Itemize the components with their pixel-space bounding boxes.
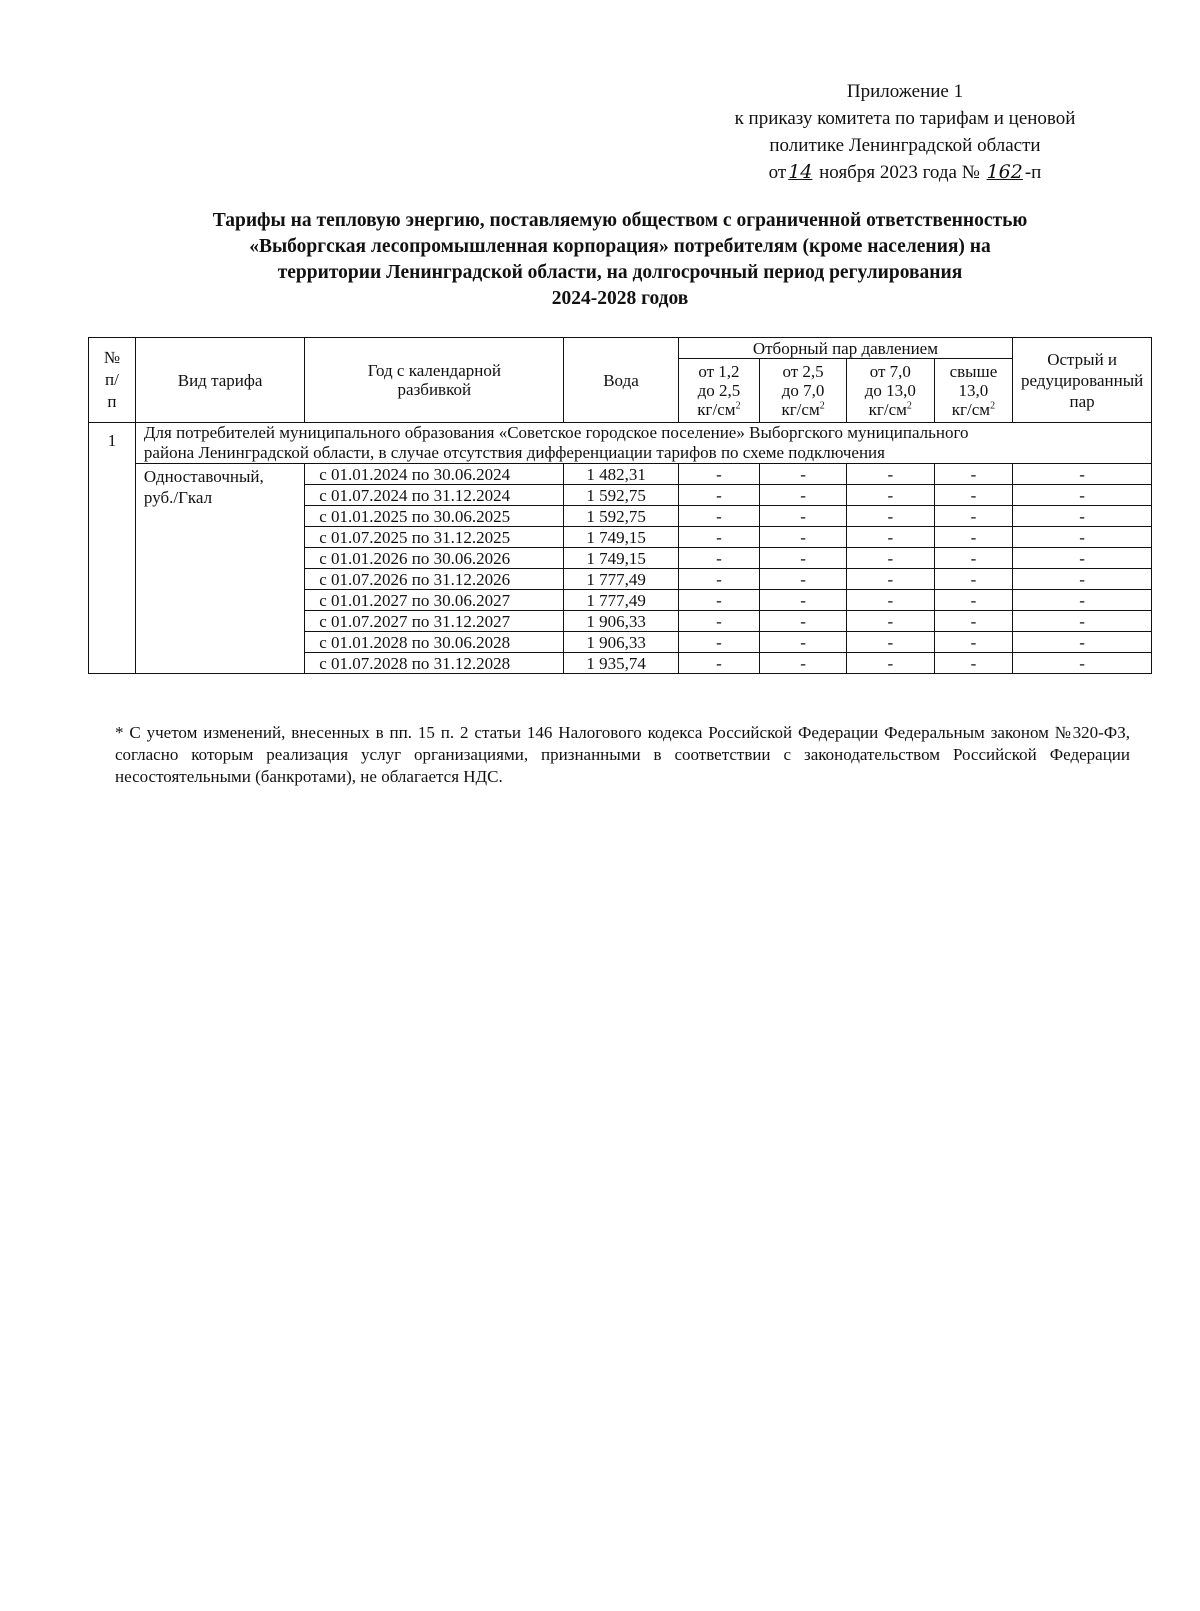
steam-2-value: - [760, 464, 847, 485]
sharp-steam-value: - [1013, 485, 1152, 506]
steam-col-2-line-1: от 2,5 [782, 362, 824, 381]
steam-1-value: - [678, 527, 760, 548]
header-steam-col-2 [760, 359, 847, 423]
steam-4-value: - [934, 653, 1013, 674]
period-cell: с 01.01.2026 по 30.06.2026 [305, 548, 564, 569]
header-steam-col-1 [678, 359, 760, 423]
steam-3-value: - [846, 506, 934, 527]
period-cell: с 01.01.2024 по 30.06.2024 [305, 464, 564, 485]
table-row [89, 464, 1152, 485]
steam-2-value: - [760, 569, 847, 590]
steam-4-value: - [934, 485, 1013, 506]
water-value: 1 906,33 [564, 632, 678, 653]
steam-4-value: - [934, 632, 1013, 653]
header-num-line-3: п [107, 392, 117, 411]
sharp-steam-value: - [1013, 653, 1152, 674]
steam-1-value: - [678, 590, 760, 611]
steam-4-value: - [934, 590, 1013, 611]
steam-2-value: - [760, 590, 847, 611]
sharp-steam-value: - [1013, 632, 1152, 653]
footnote: * С учетом изменений, внесенных в пп. 15 п. 2 статьи 146 Налогового кодекса Российской Федерации Федеральным законом №320-ФЗ, согласно которым реализация услуг организациями, признанными в соответствии с законодательством Российской Федерации несостоятельными (банкротами), не облагается НДС. [115, 723, 1130, 786]
steam-3-value: - [846, 611, 934, 632]
appendix-order-line: к приказу комитета по тарифам и ценовой [734, 108, 1076, 129]
date-middle: ноября 2023 года № [819, 162, 980, 183]
header-num [89, 338, 136, 423]
period-cell: с 01.07.2026 по 31.12.2026 [305, 569, 564, 590]
steam-4-value: - [934, 548, 1013, 569]
sharp-steam-value: - [1013, 590, 1152, 611]
appendix-date-line [680, 159, 1130, 186]
steam-4-value: - [934, 527, 1013, 548]
steam-3-value: - [846, 653, 934, 674]
sharp-steam-value: - [1013, 569, 1152, 590]
water-value: 1 777,49 [564, 590, 678, 611]
steam-col-4-unit-text: кг/см [951, 400, 991, 419]
header-steam-group: Отборный пар давлением [678, 338, 1013, 359]
steam-1-value: - [678, 569, 760, 590]
steam-col-2-unit-exp: 2 [819, 400, 825, 412]
period-cell: с 01.01.2027 по 30.06.2027 [305, 590, 564, 611]
steam-col-1-line-1: от 1,2 [698, 362, 740, 381]
water-value: 1 482,31 [564, 464, 678, 485]
title-line-4: 2024-2028 годов [551, 288, 689, 309]
steam-col-1-line-2: до 2,5 [697, 381, 741, 400]
header-num-line-1: № [103, 348, 121, 367]
period-cell: с 01.07.2028 по 31.12.2028 [305, 653, 564, 674]
sharp-steam-value: - [1013, 527, 1152, 548]
steam-col-3-line-1: от 7,0 [869, 362, 911, 381]
consumer-line-1: Для потребителей муниципального образования «Советское городское поселение» Выборгского муниципального [143, 423, 969, 442]
sharp-steam-value: - [1013, 611, 1152, 632]
tariff-kind-line-2: руб./Гкал [143, 488, 213, 507]
steam-1-value: - [678, 548, 760, 569]
period-cell: с 01.01.2025 по 30.06.2025 [305, 506, 564, 527]
header-row-1 [89, 338, 1152, 359]
sharp-steam-value: - [1013, 548, 1152, 569]
steam-col-3-unit-text: кг/см [868, 400, 907, 419]
date-prefix: от [768, 162, 787, 183]
steam-3-value: - [846, 632, 934, 653]
water-value: 1 906,33 [564, 611, 678, 632]
steam-1-value: - [678, 485, 760, 506]
appendix-title: Приложение 1 [846, 81, 964, 102]
steam-3-value: - [846, 464, 934, 485]
steam-col-2-unit-text: кг/см [781, 400, 820, 419]
sharp-steam-value: - [1013, 464, 1152, 485]
steam-3-value: - [846, 485, 934, 506]
steam-col-2-line-2: до 7,0 [781, 381, 825, 400]
date-suffix: -п [1024, 162, 1042, 183]
steam-3-value: - [846, 569, 934, 590]
header-water: Вода [564, 338, 678, 423]
sharp-steam-value: - [1013, 506, 1152, 527]
steam-3-value: - [846, 590, 934, 611]
steam-2-value: - [760, 548, 847, 569]
water-value: 1 592,75 [564, 506, 678, 527]
steam-3-value: - [846, 548, 934, 569]
header-steam-col-4 [934, 359, 1013, 423]
steam-4-value: - [934, 464, 1013, 485]
water-value: 1 777,49 [564, 569, 678, 590]
period-cell: с 01.07.2025 по 31.12.2025 [305, 527, 564, 548]
steam-4-value: - [934, 569, 1013, 590]
header-tariff-type: Вид тарифа [135, 338, 304, 423]
steam-col-2-unit [763, 400, 843, 419]
title-line-3: территории Ленинградской области, на долгосрочный период регулирования [277, 262, 963, 283]
tariff-kind-line-1: Одноставочный, [143, 467, 264, 486]
handwritten-day: 14 [788, 161, 813, 183]
steam-col-1-unit-text: кг/см [697, 400, 736, 419]
header-steam-col-3 [846, 359, 934, 423]
document-title [100, 208, 1140, 312]
steam-4-value: - [934, 506, 1013, 527]
steam-col-1-unit-exp: 2 [735, 400, 741, 412]
consumer-line-2: района Ленинградской области, в случае отсутствия дифференциации тарифов по схеме подключения [143, 443, 885, 462]
title-line-1: Тарифы на тепловую энергию, поставляемую обществом с ограниченной ответственностью [212, 210, 1028, 231]
group-number: 1 [89, 423, 136, 674]
appendix-block [680, 78, 1130, 186]
steam-col-4-line-2: 13,0 [958, 381, 989, 400]
steam-1-value: - [678, 464, 760, 485]
steam-4-value: - [934, 611, 1013, 632]
period-cell: с 01.07.2024 по 31.12.2024 [305, 485, 564, 506]
steam-col-3-unit-exp: 2 [906, 400, 912, 412]
water-value: 1 592,75 [564, 485, 678, 506]
water-value: 1 935,74 [564, 653, 678, 674]
steam-1-value: - [678, 653, 760, 674]
steam-2-value: - [760, 653, 847, 674]
steam-1-value: - [678, 632, 760, 653]
period-cell: с 01.07.2027 по 31.12.2027 [305, 611, 564, 632]
tariff-kind [135, 464, 304, 674]
water-value: 1 749,15 [564, 548, 678, 569]
tariff-table [88, 337, 1152, 674]
header-year: Год с календарной разбивкой [305, 338, 564, 423]
steam-col-1-unit [682, 400, 757, 419]
steam-2-value: - [760, 506, 847, 527]
steam-2-value: - [760, 527, 847, 548]
title-line-2: «Выборгская лесопромышленная корпорация» потребителям (кроме населения) на [249, 236, 991, 257]
consumer-row [89, 423, 1152, 464]
steam-col-3-unit [850, 400, 931, 419]
header-sharp-steam: Острый и редуцированный пар [1013, 338, 1152, 423]
steam-3-value: - [846, 527, 934, 548]
steam-1-value: - [678, 611, 760, 632]
water-value: 1 749,15 [564, 527, 678, 548]
period-cell: с 01.01.2028 по 30.06.2028 [305, 632, 564, 653]
header-num-line-2: п/ [105, 370, 119, 389]
steam-2-value: - [760, 632, 847, 653]
handwritten-order-number: 162 [986, 161, 1023, 183]
steam-col-4-unit [938, 400, 1010, 419]
steam-col-4-unit-exp: 2 [990, 400, 996, 412]
consumer-description [135, 423, 1151, 464]
steam-col-3-line-2: до 13,0 [864, 381, 916, 400]
steam-col-4-line-1: свыше [949, 362, 998, 381]
steam-1-value: - [678, 506, 760, 527]
steam-2-value: - [760, 485, 847, 506]
steam-2-value: - [760, 611, 847, 632]
appendix-committee-line: политике Ленинградской области [769, 135, 1041, 156]
